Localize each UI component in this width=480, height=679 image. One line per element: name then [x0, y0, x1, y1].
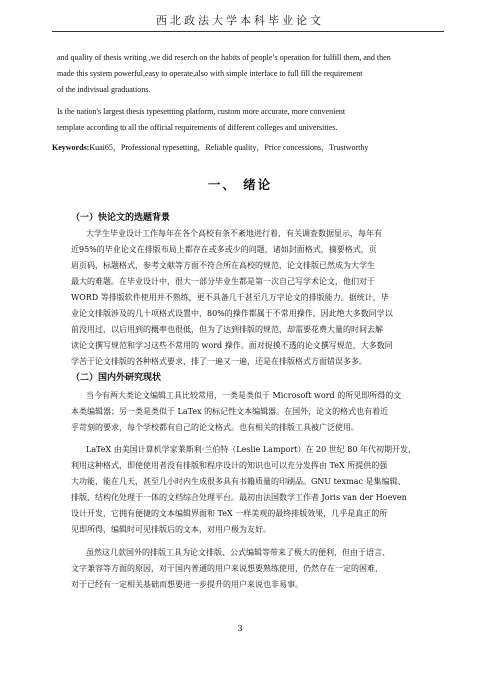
body-line: 乎苛刻的要求，每个学校都有自己的论文格式。也有相关的排版工具被广泛使用。 [71, 423, 359, 432]
abstract-line: Is the nation's largest thesis typesettting platform, custom more accurate, more convenient [57, 107, 346, 116]
body-line: 学苦于论文排版的各种格式要求，排了一遍又一遍，还是在排版格式方面错误多多。 [71, 357, 367, 366]
body-line: 近95%的毕业论文在排版布局上都存在或多或少的问题，诸如封面格式，摘要格式，页 [71, 245, 377, 254]
chapter-title: 一、 绪论 [207, 177, 273, 192]
body-line: 大学生毕业设计工作每年在各个高校有条不紊地进行着，有关调查数据显示，每年有 [86, 229, 382, 238]
keywords [52, 142, 368, 153]
body-line: 利用这种格式，即使使用者没有排版和程序设计的知识也可以充分发挥由 TeX 所提供的强 [71, 461, 388, 470]
running-header: 西北政法大学本科毕业论文 [156, 14, 324, 27]
abstract-line: made this system powerful,easy to operate,also with simple interface to full fill the requirement [57, 69, 363, 78]
body-line: LaTeX 由美国计算机学家莱斯利·兰伯特（Leslie Lamport）在 20 世纪 80 年代初期开发， [86, 445, 417, 454]
body-line: 眉页码，标题格式，参考文献等方面不符合所在高校的规范，论文排版已然成为大学生 [71, 261, 375, 270]
body-line: 前没用过，以后用到的概率也很低，但为了达到排版的规范，却需要花费大量的时间去解 [71, 325, 383, 334]
body-line: 文字兼容等方面的原因，对于国内普通的用户来说想要熟练使用，仍然存在一定的困难， [71, 564, 383, 573]
body-line: 见即所得，编辑时可见排版后的文本，对用户极为友好。 [71, 525, 271, 534]
section-title: （二）国内外研究现状 [71, 373, 162, 383]
abstract-line: template according to all the official requirements of different colleges and universities. [57, 123, 338, 132]
body-line: WORD 等排版软件使用并不熟练，更不具备几千甚至几万字论文的排版能力。据统计，毕 [71, 293, 389, 302]
abstract-line: and quality of thesis writing ,we did reserch on the habits of people’s operation for fulfill them, and then [57, 53, 391, 62]
body-line: 对于已经有一定相关基础而想要进一步提升的用户来说也非易事。 [71, 580, 303, 589]
body-line: 本类编辑器；另一类是类似于 LaTex 的标记性文本编辑器。在国外，论文的格式也有着近 [71, 407, 389, 416]
body-line: 业论文排版涉及的几十项格式设置中，80%的操作都属于不常用操作，因此绝大多数同学以 [71, 309, 393, 318]
body-line: 大功能，能在几天，甚至几小时内生成很多具有书籍质量的印刷品。GNU texmac 是集编辑、 [71, 477, 406, 486]
keywords-label: Keywords: [52, 143, 90, 152]
body-line: 虽然这几款国外的排版工具为论文排版、公式编辑等带来了极大的便利，但由于语言、 [86, 548, 390, 557]
keywords-text: Kuai65，Professional typesetting，Reliable quality，Price concessions，Trustworthy [89, 143, 369, 152]
abstract-line: of the indivisual graduations. [57, 85, 151, 94]
body-line: 最大的难题。在毕业设计中，很大一部分毕业生都是第一次自己写学术论文，他们对于 [71, 277, 375, 286]
body-line: 读论文撰写规范和学习这些不常用的 word 操作。面对捉摸不透的论文撰写规范，大多数同 [71, 341, 393, 350]
header-rule [52, 31, 444, 32]
section-title: （一）快论文的选题背景 [71, 213, 171, 223]
body-line: 排版、结构化处理于一体的文档综合处理平台。最初由法国数学工作者 Joris van der Hoeven [71, 493, 407, 502]
body-line: 设计开发，它拥有便捷的文本编辑界面和 TeX 一样美观的最终排版效果，几乎是真正的所 [71, 509, 388, 518]
body-line: 当今有两大类论文编辑工具比较常用，一类是类似于 Microsoft word 的所见即所得的文 [86, 391, 402, 400]
page-number: 3 [237, 624, 243, 633]
